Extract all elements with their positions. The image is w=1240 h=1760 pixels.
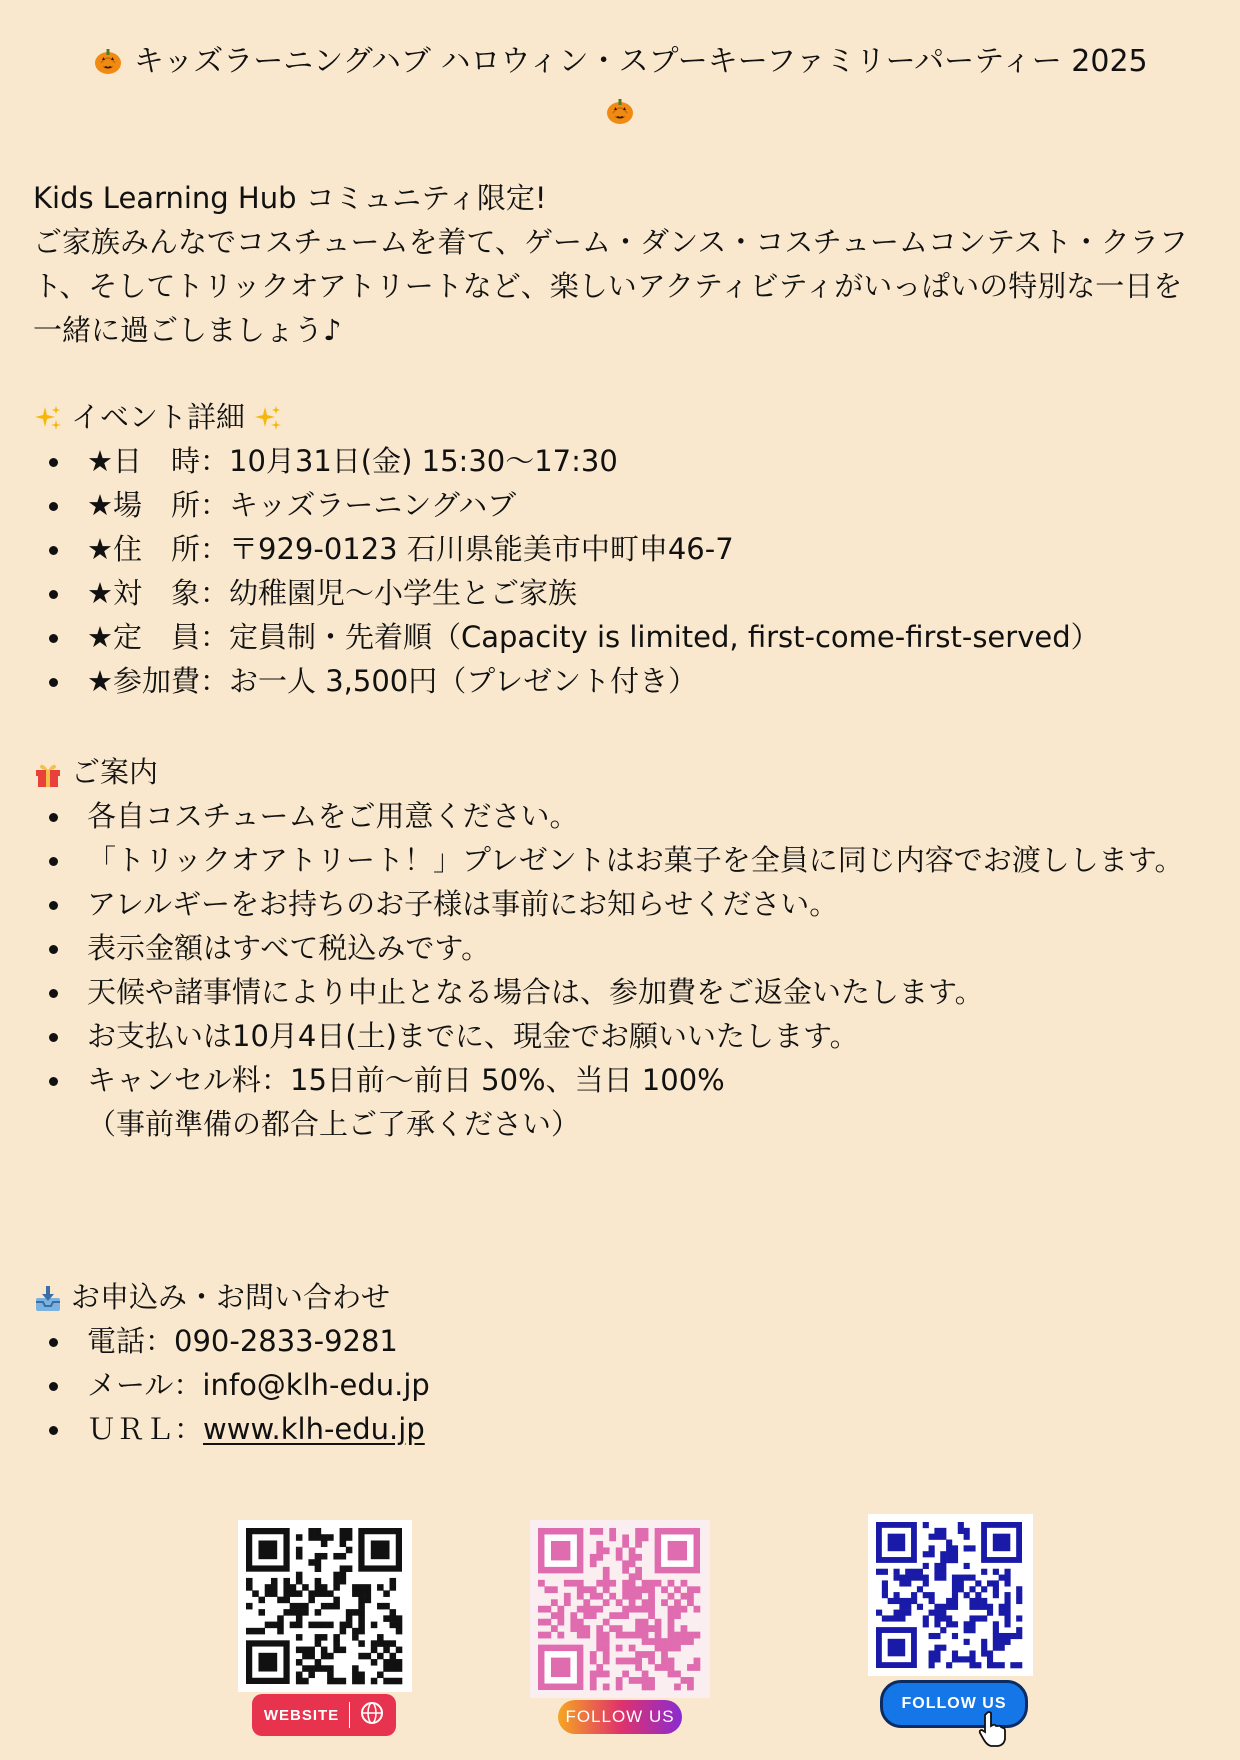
instagram-follow-badge[interactable] [558,1700,682,1734]
list-item: ★日 時：10月31日(金) 15:30〜17:30 [45,439,1215,483]
instagram-badge-label: FOLLOW US [565,1707,675,1726]
list-item: 「トリックオアトリート！」プレゼントはお菓子を全員に同じ内容でお渡しします。 [45,838,1195,882]
email-item: メール：info@klh-edu.jp [45,1363,845,1407]
pumpkin-icon [604,95,636,140]
instagram-qr-code[interactable] [530,1520,710,1698]
intro-line-2: ご家族みんなでコスチュームを着て、ゲーム・ダンス・コスチュームコンテスト・クラフト、そしてトリックオアトリートなど、楽しいアクティビティがいっぱいの特別な一日を一緒に過ごしましょう♪ [33,225,1188,347]
contact-heading [33,1275,390,1319]
page-title [40,40,1200,140]
cancel-fee-note: （事前準備の都合上ご了承ください） [87,1107,581,1141]
follow-badge-label: FOLLOW US [901,1695,1007,1712]
hand-cursor-icon [978,1710,1008,1752]
instagram-qr-block [530,1520,710,1740]
list-item [45,1058,1195,1146]
list-item: 各自コスチュームをご用意ください。 [45,794,1195,838]
details-list [45,439,1215,703]
follow-qr-code[interactable] [868,1514,1033,1676]
sparkles-icon [33,402,63,432]
guide-heading-text: ご案内 [71,755,159,789]
list-item: ★場 所：キッズラーニングハブ [45,483,1215,527]
url-label: ＵＲＬ： [87,1412,204,1446]
pumpkin-icon [92,45,124,90]
url-item [45,1407,845,1451]
website-qr-code[interactable] [238,1520,412,1692]
contact-heading-text: お申込み・お問い合わせ [71,1280,391,1314]
website-badge[interactable] [252,1694,396,1736]
follow-qr-block [868,1514,1033,1754]
globe-icon [360,1701,384,1729]
cancel-fee-line: キャンセル料：15日前〜前日 50%、当日 100% [87,1063,725,1097]
title-text: キッズラーニングハブ ハロウィン・スプーキーファミリーパーティー 2025 [133,44,1148,79]
guide-heading [33,750,158,794]
website-qr-block [238,1520,413,1738]
sparkles-icon [253,402,283,432]
list-item: ★住 所：〒929-0123 石川県能美市中町申46-7 [45,527,1215,571]
details-heading [33,395,283,439]
list-item: お支払いは10月4日(土)までに、現金でお願いいたします。 [45,1014,1195,1058]
list-item: ★対 象：幼稚園児〜小学生とご家族 [45,571,1215,615]
details-heading-text: イベント詳細 [71,400,246,434]
list-item: ★参加費：お一人 3,500円（プレゼント付き） [45,659,1215,703]
list-item: ★定 員：定員制・先着順（Capacity is limited, first-come-first-served） [45,615,1215,659]
intro-line-1: Kids Learning Hub コミュニティ限定! [33,181,547,215]
list-item: アレルギーをお持ちのお子様は事前にお知らせください。 [45,882,1195,926]
website-badge-label: WEBSITE [263,1706,340,1724]
guide-list [45,794,1195,1146]
list-item: 表示金額はすべて税込みです。 [45,926,1195,970]
contact-list [45,1319,845,1451]
website-link[interactable]: www.klh-edu.jp [203,1412,425,1446]
intro-text [33,176,1203,352]
list-item: 天候や諸事情により中止となる場合は、参加費をご返金いたします。 [45,970,1195,1014]
gift-icon [33,757,63,787]
badge-divider [349,1702,350,1728]
inbox-tray-icon [33,1282,63,1312]
phone-item: 電話：090-2833-9281 [45,1319,845,1363]
